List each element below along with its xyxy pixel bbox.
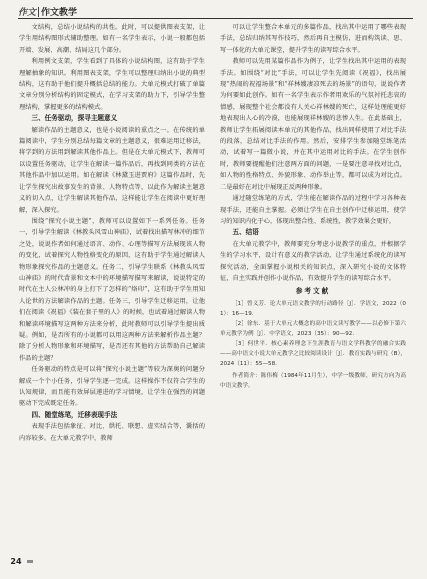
paragraph: 教师可以先用某篇作品作为例子，让学生找出其中运用的表现手法。如围绕“对比”手法，可以让学生先阅读《祝福》，找出展现“热闹的祝福场景”和“祥林嫂凄凉死去的场景”的语句，说说作者为何要如此创作。如有一名学生表示作者用欢乐的气氛衬托悲哀的情感，展现整个社会都没有人关心祥林嫂的死亡，这样处理能更好地表现出人心的冷漠，也能展现祥林嫂的悲惨人生。在此基础上，教师让学生拓展阅读本单元的其他作品，找出同样使用了对比手法的段落，总结对比手法的作用。然后，安排学生参加随堂练笔活动，试着写一篇微小说，并在其中运用对比的手法。在学生创作时，教师要提醒他们注意两方面的问题，一是要注意寻找对比点，如人物的性格特点、外貌形象、动作举止等，都可以成为对比点。二是最好在对比中展现正反两种形象。: [220, 58, 406, 191]
journal-brand-right: 作文教学: [41, 8, 78, 18]
journal-brand-left: 作文: [18, 8, 37, 18]
reference-item: ［1］曾义芳．论大单元语文教学的行动路径［J］．学语文，2022（01）：16—19．: [220, 301, 406, 318]
reference-item: ［2］徐东．基于大单元大概念的高中语文读写教学——以必修下第六单元教学为例［J］．中学语文，2023（35）：90—92．: [220, 321, 406, 338]
brand-separator: [38, 7, 39, 17]
paragraph: 在大单元教学中，教师要充分考虑小说教学的重点，并根据学生的学习水平，设计有意义的教学活动，让学生通过系统化的读写探究活动，全面掌握小说相关的知识点，深入研究小说的文体特征，自主实践并创作小说作品，有效提升学生的读写综合水平。: [220, 240, 406, 282]
paragraph: 任务驱动的特点是可以将“探究小说主题”等较为深奥的问题分解成一个个小任务，引导学生逐一完成。这样操作不仅符合学生的认知规律，而且能有效屏层递进的学习情境，让学生在强烈的问题驱动下完成既定任务。: [19, 366, 205, 408]
paragraph: 文结构，总结小说结构的共性。此时，可以提供图表支架，让学生用结构图形式辅助整理。如有一名学生表示，小说一般都包括开端、发展、高潮、结局这几个部分。: [19, 24, 205, 54]
paragraph: 利用例文支架，学生看到了具体的小说结构图，这有助于学生理解抽象的知识。利用图表支架，学生可以整理归纳出小说的典型结构，这有助于他们提升概括总结的能力。大单元模式打破了单篇文章分别分析结构的固定模式，在学习支架的助力下，引导学生整理结构，掌握更多的结构模式。: [19, 58, 205, 111]
page-number: 24: [10, 556, 22, 566]
header-rule: [18, 18, 413, 19]
page-header: [18, 5, 413, 21]
section-heading: 三、任务驱动，探寻主题意义: [31, 114, 118, 123]
references-heading: 参考文献: [295, 287, 331, 296]
section-heading: 四、随堂练笔，迁移表现手法: [31, 410, 118, 419]
reference-item: ［3］何世平．核心素养理念下生涯教育与语文学科教学的融合实践——高中语文小说大单元教学之比较阅读设计［J］．教育实践与研究（B），2024（11）：55—58．: [220, 341, 406, 368]
paragraph: 表现手法包括象征、对比、烘托、联想、虚实结合等，囊括的内容较多。在大单元教学中，教师: [19, 423, 205, 442]
left-column: [19, 22, 205, 444]
right-column: [220, 22, 406, 391]
section-heading: 五、结语: [232, 228, 259, 237]
page-number-bar: [27, 560, 33, 563]
paragraph: 通过随堂练笔的方式，学生能在解读作品的过程中学习各种表现手法，还能自主掌握。必须让学生在自主创作中迁移运用，使学习的知识内化于心，体现出整合性、系统性，教学效果会更好。: [220, 195, 406, 225]
journal-brand: [18, 5, 88, 18]
paragraph: 解读作品的主题意义，也是小说阅读的重点之一。在传统的单篇阅读中，学生分别总结每篇文章的主题意义，很难运用迁移法，将学到的方法用到解读其他作品上。但是在大单元模式下，教师可以设置任务驱动，让学生在解读一篇作品后，再找到同类的方法在其他作品中加以运用。如在解读《林黛玉进贾府》这篇作品时，先让学生探究出故事发生的背景、人物特点等，以此作为解读主题意义的切入点，让学生解读其他作品，这样能让学生在阅读中更好理解，深入探究。: [19, 126, 205, 214]
paragraph: 围绕“探究小说主题”，教师可以设置如下一系列任务。任务一，引导学生解读《林教头风雪山神庙》，试着找出描写林冲的细节之处，说说作者如何通过语言、动作、心理等描写方法展现该人物的变化，试着探究人物性格变化的原因，这有助于学生通过解读人物形象探究作品的主题意义。任务二，引导学生联系《林教头风雪山神庙》的时代背景和文本中的环境描写描写来解读，说说特定的时代在主人公林冲的身上打下了怎样的“烙印”，这有助于学生用知人论世的方法解读作品的主题。任务三，引导学生迁移运用，让他们在阅读《祝福》《装在套子里的人》的时候，也试着通过解读人物和解读环境描写这两种方法来分析，此时教师可以引导学生提出质疑。例如，是否所有的小说都可以用这两种方法来解析作品主题？除了分析人物形象和环境描写，是否还有其他的方法帮助自己解读作品的主题？: [19, 217, 205, 362]
paragraph: 可以让学生整合本单元的多篇作品，找出其中运用了哪些表现手法，总结归纳其写作技巧，然后再自主模仿，进而构筑读、思、写一体化的大单元课堂，提升学生的读写综合水平。: [220, 24, 406, 54]
author-bio: 作者简介：陈伟梅（1984年11月生），中学一级教师，研究方向为高中语文教学。: [220, 373, 406, 390]
